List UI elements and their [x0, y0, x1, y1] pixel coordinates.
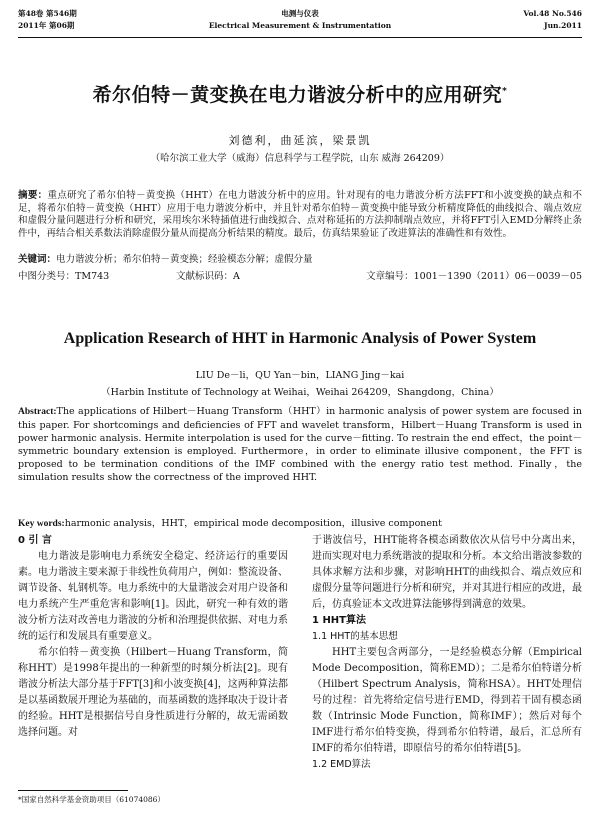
english-keywords-label: Key words:: [18, 519, 65, 529]
english-keywords-text: harmonic analysis，HHT，empirical mode decomposition，illusive component: [64, 518, 442, 529]
header-journal-en: Electrical Measurement & Instrumentation: [208, 21, 392, 30]
right-column: [312, 533, 582, 773]
chinese-title-text: 希尔伯特－黄变换在电力谐波分析中的应用研究: [92, 84, 503, 106]
chinese-keywords: [18, 254, 582, 267]
english-authors: LIU De－li，QU Yan－bin，LIANG Jing－kai: [195, 370, 405, 381]
header-journal: [18, 8, 582, 32]
chinese-abstract-text: 重点研究了希尔伯特－黄变换（HHT）在电力谐波分析中的应用。针对现有的电力谐波分析方法FFT和小波变换的缺点和不足，将希尔伯特－黄变换（HHT）应用于电力谐波分析中，并且针对希尔伯特－黄变换中能导致分析精度降低的曲线拟合、端点效应和虚假分量问题进行分析和研究，采用埃尔米特插值进行曲线拟合、点对称延拓的方法抑制端点效应，并将FFT引入EMD分解终止条件中，再结合相关系数法消除虚假分量从而提高分析结果的精度。最后，仿真结果验证了改进算法的准确性和有效性。: [18, 190, 582, 239]
paragraph: 于谐波信号，HHT能将各模态函数依次从信号中分离出来，进而实现对电力系统谐波的提取和分析。本文给出谐波参数的具体求解方法和步骤，对影响HHT的曲线拟合、端点效应和虚假分量等问题进行分析和研究，并对其进行相应的改进，最后，仿真验证本文改进算法能够得到满意的效果。: [312, 535, 582, 610]
footnote: [18, 794, 165, 805]
chinese-keywords-label: 关键词：: [18, 254, 57, 265]
classification-line: [18, 268, 582, 281]
header-journal-cn: 电测与仪表: [281, 9, 319, 18]
chinese-authors: 刘德利，曲延滨，梁景凯: [228, 134, 372, 147]
header-rule: [18, 37, 582, 38]
chinese-abstract: [18, 190, 582, 240]
english-abstract-text: The applications of Hilbert－Huang Transform（HHT）in harmonic analysis of power system are focused in this paper. For shortcomings and deficiencies of FFT and wavelet transform，Hilbert－Huang Transform is used in power harmonic analysis. Hermite interpolation is used for the curve－fitting. To restrain the end effect，the point－symmetric boundary extension is employed. Furthermore，in order to eliminate illusive component，the FFT is proposed to be termination conditions of the IMF combined with the energy ratio test method. Finally，the simulation results show the correctness of the improved HHT.: [18, 406, 582, 483]
left-column: [18, 533, 288, 741]
subsection-heading: 1.2 EMD算法: [312, 759, 371, 770]
english-keywords: [18, 515, 582, 529]
paragraph: HHT主要包含两部分，一是经验模态分解（Empirical Mode Decomposition，简称EMD）；二是希尔伯特谱分析（Hilbert Spectrum Analysis，简称HSA）。HHT处理信号的过程：首先将给定信号进行EMD，得到若干固有模态函数（Intrinsic Mode Function，简称IMF）；然后对每个IMF进行希尔伯特变换，得到希尔伯特谱，最后，汇总所有IMF的希尔伯特谱，即原信号的希尔伯特谱[5]。: [312, 647, 582, 754]
header-issue-line2: Jun.2011: [544, 21, 582, 30]
header-issue: [523, 8, 582, 32]
class-number: 中图分类号：TM743: [18, 271, 110, 282]
section-heading: 1 HHT算法: [312, 615, 366, 626]
footnote-text: 国家自然科学基金资助项目（61074086）: [21, 795, 165, 804]
chinese-affiliation: （哈尔滨工业大学（威海）信息科学与工程学院，山东 威海 264209）: [150, 153, 450, 164]
paragraph: 希尔伯特－黄变换（Hilbert－Huang Transform，简称HHT）是1998年提出的一种新型的时频分析法[2]。现有谐波分析法大部分基于FFT[3]和小波变换[4]，这两种算法都是以基函数展开理论为基础的，而基函数的选择取决于设计者的经验。HHT是根据信号自身性质进行分解的，故无需函数选择问题。对: [18, 647, 288, 738]
subsection-heading: 1.1 HHT的基本思想: [312, 631, 398, 642]
english-affiliation: （Harbin Institute of Technology at Weihai，Weihai 264209，Shangdong，China）: [101, 387, 499, 398]
section-heading: 0 引 言: [18, 535, 52, 546]
chinese-keywords-text: 电力谐波分析；希尔伯特－黄变换；经验模态分解；虚假分量: [56, 254, 313, 265]
footnote-rule: [18, 790, 128, 791]
english-abstract-label: Abstract:: [18, 407, 57, 417]
title-footnote-mark: *: [502, 86, 508, 97]
running-header: [18, 8, 582, 38]
chinese-abstract-label: 摘要：: [18, 190, 48, 201]
article-number: 文章编号：1001－1390（2011）06－0039－05: [366, 271, 582, 282]
header-volume-line2: 2011年 第06期: [18, 21, 75, 30]
paragraph: 电力谐波是影响电力系统安全稳定、经济运行的重要因素。电力谐波主要来源于非线性负荷用户，例如：整流设备、调节设备、轧钢机等。电力系统中的大量谐波会对用户设备和电力系统产生严重危害和影响[1]。因此，研究一种有效的谐波分析方法对改善电力谐波的分析和治理提供依据、对电力系统的运行和发展具有重要意义。: [18, 551, 288, 642]
header-issue-line1: Vol.48 No.546: [523, 9, 582, 18]
header-volume-line1: 第48卷 第546期: [18, 9, 77, 18]
english-abstract: [18, 405, 582, 484]
english-title: Application Research of HHT in Harmonic Analysis of Power System: [63, 330, 537, 347]
chinese-title: [0, 80, 600, 107]
footnote-mark-icon: *: [18, 795, 22, 804]
document-code: 文献标识码：A: [176, 271, 240, 282]
